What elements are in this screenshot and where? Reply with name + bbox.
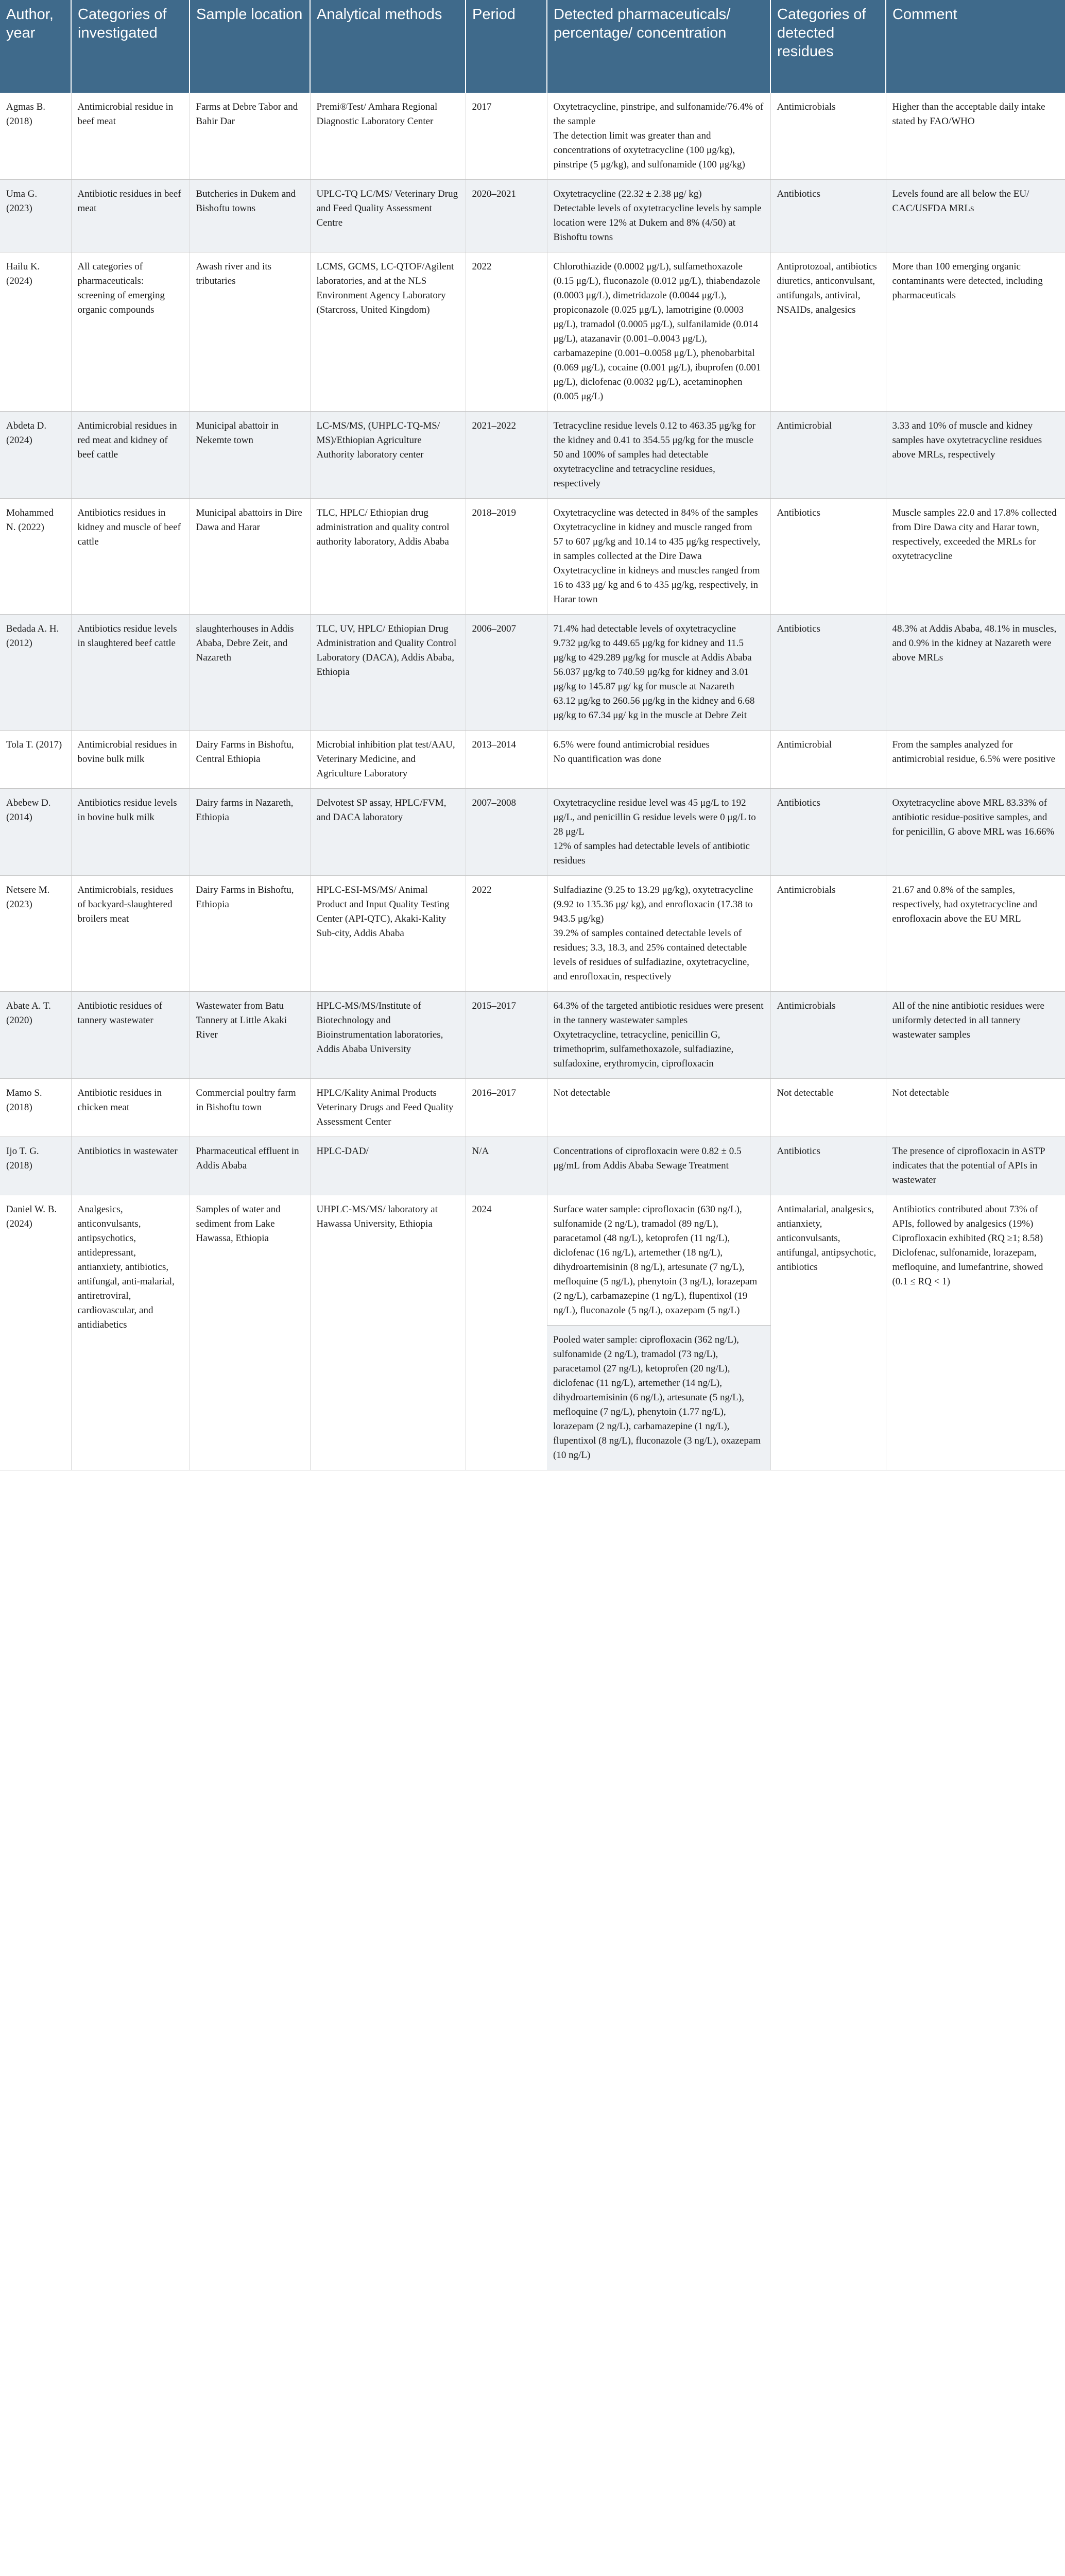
detected-paragraph: The detection limit was greater than and concentrations of oxytetracycline (100 μg/kg), pinstripe (5 μg/kg), and sulfonamide (100 μg/kg) bbox=[553, 130, 745, 170]
cell-detected bbox=[547, 876, 770, 992]
cell-detected bbox=[547, 1137, 770, 1195]
cell-detected bbox=[547, 180, 770, 252]
cell-detected bbox=[547, 992, 770, 1079]
cell-comment: From the samples analyzed for antimicrobial residue, 6.5% were positive bbox=[886, 731, 1065, 789]
cell-comment: 21.67 and 0.8% of the samples, respectively, had oxytetracycline and enrofloxacin above the EU MRL bbox=[886, 876, 1065, 992]
detected-paragraph: Oxytetracycline (22.32 ± 2.38 μg/ kg) bbox=[553, 189, 702, 199]
detected-paragraph: Sulfadiazine (9.25 to 13.29 μg/kg), oxytetracycline (9.92 to 135.36 μg/ kg), and enrofloxacin (17.38 to 943.5 μg/kg) bbox=[553, 885, 753, 924]
detected-paragraph: Not detectable bbox=[553, 1088, 610, 1098]
cell-residues: Antibiotics bbox=[770, 499, 886, 615]
table-row bbox=[0, 731, 1065, 789]
table-row bbox=[0, 992, 1065, 1079]
header-sample-location: Sample location bbox=[190, 0, 310, 93]
cell-author: Mamo S. (2018) bbox=[0, 1079, 71, 1137]
cell-author: Agmas B. (2018) bbox=[0, 93, 71, 180]
cell-category: All categories of pharmaceuticals: screening of emerging organic compounds bbox=[71, 252, 190, 412]
cell-residues: Antimicrobials bbox=[770, 876, 886, 992]
header-detected: Detected pharmaceuticals/ percentage/ concentration bbox=[547, 0, 770, 93]
header-period: Period bbox=[466, 0, 547, 93]
detected-paragraph: Oxytetracycline in kidneys and muscles ranged from 16 to 433 μg/ kg and 6 to 435 μg/kg, respectively, in Harar town bbox=[553, 565, 760, 605]
header-author: Author, year bbox=[0, 0, 71, 93]
cell-category: Antibiotics residues in kidney and muscle of beef cattle bbox=[71, 499, 190, 615]
cell-category: Antimicrobials, residues of backyard-slaughtered broilers meat bbox=[71, 876, 190, 992]
detected-paragraph: Detectable levels of oxytetracycline levels by sample location were 12% at Dukem and 8% (4/50) at Bishoftu towns bbox=[553, 203, 762, 243]
detected-paragraph: Oxytetracycline, tetracycline, penicillin G, trimethoprim, sulfamethoxazole, sulfadiazine, sulfadoxine, erythromycin, ciprofloxacin bbox=[553, 1029, 734, 1069]
cell-detected-pooled: Pooled water sample: ciprofloxacin (362 ng/L), sulfonamide (2 ng/L), tramadol (73 ng/L), paracetamol (27 ng/L), ketoprofen (20 ng/L), diclofenac (11 ng/L), artemether (14 ng/L), dihydroartemisinin (6 ng/L), artesunate (5 ng/L), mefloquine (7 ng/L), phenytoin (1.77 ng/L), lorazepam (2 ng/L), carbamazepine (1 ng/L), flupentixol (8 ng/L), fluconazole (3 ng/L), oxazepam (10 ng/L) bbox=[547, 1326, 770, 1470]
cell-detected bbox=[547, 93, 770, 180]
cell-category: Antimicrobial residues in bovine bulk milk bbox=[71, 731, 190, 789]
table-row bbox=[0, 412, 1065, 499]
detected-paragraph: No quantification was done bbox=[553, 754, 661, 765]
cell-location: Municipal abattoirs in Dire Dawa and Harar bbox=[190, 499, 310, 615]
cell-location: Farms at Debre Tabor and Bahir Dar bbox=[190, 93, 310, 180]
detected-paragraph: Tetracycline residue levels 0.12 to 463.35 μg/kg for the kidney and 0.41 to 354.55 μg/kg for the muscle 50 and 100% of samples had detectable oxytetracycline and tetracycline residues, respectively bbox=[553, 420, 755, 489]
cell-period: 2017 bbox=[466, 93, 547, 180]
cell-method: LCMS, GCMS, LC-QTOF/Agilent laboratories, and at the NLS Environment Agency Laboratory (Starcross, United Kingdom) bbox=[310, 252, 466, 412]
cell-comment: 3.33 and 10% of muscle and kidney samples have oxytetracycline residues above MRLs, respectively bbox=[886, 412, 1065, 499]
cell-comment: 48.3% at Addis Ababa, 48.1% in muscles, and 0.9% in the kidney at Nazareth were above MRLs bbox=[886, 615, 1065, 731]
cell-category: Antibiotic residues in beef meat bbox=[71, 180, 190, 252]
detected-paragraph: 63.12 μg/kg to 260.56 μg/kg in the kidney and 6.68 μg/kg to 67.34 μg/ kg in the muscle at Debre Zeit bbox=[553, 696, 755, 721]
table-row bbox=[0, 1079, 1065, 1137]
cell-location: Butcheries in Dukem and Bishoftu towns bbox=[190, 180, 310, 252]
header-analytical-methods: Analytical methods bbox=[310, 0, 466, 93]
cell-period: 2007–2008 bbox=[466, 789, 547, 876]
cell-author: Netsere M. (2023) bbox=[0, 876, 71, 992]
cell-category: Antibiotic residues of tannery wastewater bbox=[71, 992, 190, 1079]
table-row bbox=[0, 252, 1065, 412]
cell-residues: Antimicrobial bbox=[770, 412, 886, 499]
detected-paragraph: 6.5% were found antimicrobial residues bbox=[553, 739, 710, 750]
cell-author: Daniel W. B. (2024) bbox=[0, 1195, 71, 1470]
cell-author: Hailu K. (2024) bbox=[0, 252, 71, 412]
cell-residues: Antiprotozoal, antibiotics diuretics, anticonvulsant, antifungals, antiviral, NSAIDs, analgesics bbox=[770, 252, 886, 412]
table-row bbox=[0, 1195, 1065, 1326]
cell-category: Antimicrobial residue in beef meat bbox=[71, 93, 190, 180]
cell-detected bbox=[547, 412, 770, 499]
cell-location: Dairy Farms in Bishoftu, Central Ethiopia bbox=[190, 731, 310, 789]
cell-comment: More than 100 emerging organic contaminants were detected, including pharmaceuticals bbox=[886, 252, 1065, 412]
cell-comment: Oxytetracycline above MRL 83.33% of antibiotic residue-positive samples, and for penicillin, G above MRL was 16.66% bbox=[886, 789, 1065, 876]
cell-author: Abdeta D. (2024) bbox=[0, 412, 71, 499]
detected-paragraph: Oxytetracycline was detected in 84% of the samples bbox=[553, 507, 758, 518]
table-row bbox=[0, 93, 1065, 180]
cell-comment: Not detectable bbox=[886, 1079, 1065, 1137]
cell-author: Uma G. (2023) bbox=[0, 180, 71, 252]
cell-comment: Antibiotics contributed about 73% of APIs, followed by analgesics (19%) Ciprofloxacin exhibited (RQ ≥1; 8.58) Diclofenac, sulfonamide, lorazepam, mefloquine, and lumefantrine, showed (0.1 ≤ RQ < 1) bbox=[886, 1195, 1065, 1470]
detected-paragraph: Surface water sample: ciprofloxacin (630 ng/L), sulfonamide (2 ng/L), tramadol (89 ng/L), paracetamol (48 ng/L), ketoprofen (11 ng/L), diclofenac (16 ng/L), artemether (18 ng/L), dihydroartemisinin (8 ng/L), artesunate (7 ng/L), mefloquine (5 ng/L), phenytoin (3 ng/L), lorazepam (2 ng/L), carbamazepine (1 ng/L), flupentixol (19 ng/L), fluconazole (5 ng/L), oxazepam (5 ng/L) bbox=[553, 1204, 758, 1316]
header-row bbox=[0, 0, 1065, 93]
cell-location: Pharmaceutical effluent in Addis Ababa bbox=[190, 1137, 310, 1195]
cell-residues: Antibiotics bbox=[770, 180, 886, 252]
cell-period: 2013–2014 bbox=[466, 731, 547, 789]
cell-period: 2021–2022 bbox=[466, 412, 547, 499]
cell-residues: Antibiotics bbox=[770, 789, 886, 876]
cell-method: HPLC/Kality Animal Products Veterinary Drugs and Feed Quality Assessment Center bbox=[310, 1079, 466, 1137]
detected-paragraph: Oxytetracycline residue level was 45 μg/L to 192 μg/L, and penicillin G residue levels were 0 μg/L to 28 μg/L bbox=[553, 798, 756, 837]
detected-paragraph: Concentrations of ciprofloxacin were 0.82 ± 0.5 μg/mL from Addis Ababa Sewage Treatment bbox=[553, 1146, 742, 1171]
cell-author: Bedada A. H. (2012) bbox=[0, 615, 71, 731]
cell-author: Abate A. T. (2020) bbox=[0, 992, 71, 1079]
cell-author: Abebew D. (2014) bbox=[0, 789, 71, 876]
cell-method: HPLC-MS/MS/Institute of Biotechnology and Bioinstrumentation laboratories, Addis Ababa University bbox=[310, 992, 466, 1079]
cell-method: LC-MS/MS, (UHPLC-TQ-MS/ MS)/Ethiopian Agriculture Authority laboratory center bbox=[310, 412, 466, 499]
cell-method: TLC, UV, HPLC/ Ethiopian Drug Administration and Quality Control Laboratory (DACA), Addis Ababa, Ethiopia bbox=[310, 615, 466, 731]
table-row bbox=[0, 180, 1065, 252]
cell-location: Dairy farms in Nazareth, Ethiopia bbox=[190, 789, 310, 876]
cell-period: 2016–2017 bbox=[466, 1079, 547, 1137]
table-row bbox=[0, 615, 1065, 731]
cell-location: Municipal abattoir in Nekemte town bbox=[190, 412, 310, 499]
cell-detected bbox=[547, 499, 770, 615]
cell-residues: Antimicrobials bbox=[770, 992, 886, 1079]
detected-paragraph: 71.4% had detectable levels of oxytetracycline bbox=[553, 623, 736, 634]
cell-period: 2018–2019 bbox=[466, 499, 547, 615]
cell-period: 2022 bbox=[466, 252, 547, 412]
cell-comment: Muscle samples 22.0 and 17.8% collected from Dire Dawa city and Harar town, respectively, exceeded the MRLs for oxytetracycline bbox=[886, 499, 1065, 615]
cell-period: 2006–2007 bbox=[466, 615, 547, 731]
detected-paragraph: 9.732 μg/kg to 449.65 μg/kg for kidney and 11.5 μg/kg to 429.289 μg/kg for muscle at Addis Ababa bbox=[553, 638, 752, 663]
cell-comment: All of the nine antibiotic residues were uniformly detected in all tannery wastewater samples bbox=[886, 992, 1065, 1079]
cell-detected bbox=[547, 615, 770, 731]
cell-method: Microbial inhibition plat test/AAU, Veterinary Medicine, and Agriculture Laboratory bbox=[310, 731, 466, 789]
cell-location: Commercial poultry farm in Bishoftu town bbox=[190, 1079, 310, 1137]
detected-paragraph: Oxytetracycline, pinstripe, and sulfonamide/76.4% of the sample bbox=[553, 101, 764, 127]
detected-paragraph: Oxytetracycline in kidney and muscle ranged from 57 to 607 μg/kg and 10.14 to 435 μg/kg respectively, in samples collected at the Dire Dawa bbox=[553, 522, 761, 562]
header-detected-residues: Categories of detected residues bbox=[770, 0, 886, 93]
cell-period: 2020–2021 bbox=[466, 180, 547, 252]
cell-category: Antibiotic residues in chicken meat bbox=[71, 1079, 190, 1137]
table-row bbox=[0, 1137, 1065, 1195]
cell-detected bbox=[547, 789, 770, 876]
cell-method: TLC, HPLC/ Ethiopian drug administration and quality control authority laboratory, Addis Ababa bbox=[310, 499, 466, 615]
detected-paragraph: 39.2% of samples contained detectable levels of residues; 3.3, 18.3, and 25% contained detectable levels of residues of sulfadiazine, oxytetracycline, and enrofloxacin, respectively bbox=[553, 928, 749, 982]
cell-method: HPLC-ESI-MS/MS/ Animal Product and Input Quality Testing Center (API-QTC), Akaki-Kality Sub-city, Addis Ababa bbox=[310, 876, 466, 992]
cell-location: Wastewater from Batu Tannery at Little Akaki River bbox=[190, 992, 310, 1079]
cell-author: Ijo T. G. (2018) bbox=[0, 1137, 71, 1195]
cell-category: Analgesics, anticonvulsants, antipsychotics, antidepressant, antianxiety, antibiotics, antifungal, anti-malarial, antiretroviral, cardiovascular, and antidiabetics bbox=[71, 1195, 190, 1470]
cell-detected bbox=[547, 1195, 770, 1326]
table-row bbox=[0, 789, 1065, 876]
cell-method: Delvotest SP assay, HPLC/FVM, and DACA laboratory bbox=[310, 789, 466, 876]
cell-category: Antibiotics residue levels in bovine bulk milk bbox=[71, 789, 190, 876]
table-row bbox=[0, 499, 1065, 615]
cell-residues: Antimalarial, analgesics, antianxiety, anticonvulsants, antifungal, antipsychotic, antibiotics bbox=[770, 1195, 886, 1470]
cell-residues: Antibiotics bbox=[770, 615, 886, 731]
cell-comment: The presence of ciprofloxacin in ASTP indicates that the potential of APIs in wastewater bbox=[886, 1137, 1065, 1195]
cell-residues: Not detectable bbox=[770, 1079, 886, 1137]
cell-category: Antibiotics residue levels in slaughtered beef cattle bbox=[71, 615, 190, 731]
cell-author: Mohammed N. (2022) bbox=[0, 499, 71, 615]
cell-residues: Antimicrobials bbox=[770, 93, 886, 180]
cell-method: Premi®Test/ Amhara Regional Diagnostic Laboratory Center bbox=[310, 93, 466, 180]
cell-category: Antimicrobial residues in red meat and kidney of beef cattle bbox=[71, 412, 190, 499]
cell-residues: Antimicrobial bbox=[770, 731, 886, 789]
cell-period: N/A bbox=[466, 1137, 547, 1195]
cell-period: 2015–2017 bbox=[466, 992, 547, 1079]
header-comment: Comment bbox=[886, 0, 1065, 93]
cell-period: 2022 bbox=[466, 876, 547, 992]
detected-paragraph: Chlorothiazide (0.0002 μg/L), sulfamethoxazole (0.15 μg/L), fluconazole (0.012 μg/L), thiabendazole (0.0003 μg/L), dimetridazole (0.0044 μg/L), propiconazole (0.025 μg/L), lamotrigine (0.0003 μg/L), tramadol (0.0005 μg/L), sulfanilamide (0.014 μg/L), atazanavir (0.001–0.0043 μg/L), carbamazepine (0.001–0.0058 μg/L), phenobarbital (0.069 μg/L), cocaine (0.001 μg/L), ibuprofen (0.001 μg/L), diclofenac (0.0032 μg/L), acetaminophen (0.005 μg/L) bbox=[553, 261, 761, 402]
cell-location: slaughterhouses in Addis Ababa, Debre Zeit, and Nazareth bbox=[190, 615, 310, 731]
cell-residues: Antibiotics bbox=[770, 1137, 886, 1195]
cell-author: Tola T. (2017) bbox=[0, 731, 71, 789]
detected-paragraph: 64.3% of the targeted antibiotic residues were present in the tannery wastewater samples bbox=[553, 1001, 764, 1026]
cell-comment: Higher than the acceptable daily intake stated by FAO/WHO bbox=[886, 93, 1065, 180]
cell-period: 2024 bbox=[466, 1195, 547, 1470]
cell-location: Dairy Farms in Bishoftu, Ethiopia bbox=[190, 876, 310, 992]
detected-paragraph: 12% of samples had detectable levels of antibiotic residues bbox=[553, 841, 750, 866]
cell-category: Antibiotics in wastewater bbox=[71, 1137, 190, 1195]
cell-method: UPLC-TQ LC/MS/ Veterinary Drug and Feed Quality Assessment Centre bbox=[310, 180, 466, 252]
cell-location: Samples of water and sediment from Lake Hawassa, Ethiopia bbox=[190, 1195, 310, 1470]
header-categories-investigated: Categories of investigated bbox=[71, 0, 190, 93]
cell-location: Awash river and its tributaries bbox=[190, 252, 310, 412]
cell-method: HPLC-DAD/ bbox=[310, 1137, 466, 1195]
cell-detected bbox=[547, 1079, 770, 1137]
cell-detected bbox=[547, 252, 770, 412]
cell-comment: Levels found are all below the EU/ CAC/USFDA MRLs bbox=[886, 180, 1065, 252]
cell-method: UHPLC-MS/MS/ laboratory at Hawassa University, Ethiopia bbox=[310, 1195, 466, 1470]
cell-detected bbox=[547, 731, 770, 789]
table-row bbox=[0, 876, 1065, 992]
detected-paragraph: 56.037 μg/kg to 740.59 μg/kg for kidney and 3.01 μg/kg to 145.87 μg/ kg for muscle at Nazareth bbox=[553, 667, 749, 692]
